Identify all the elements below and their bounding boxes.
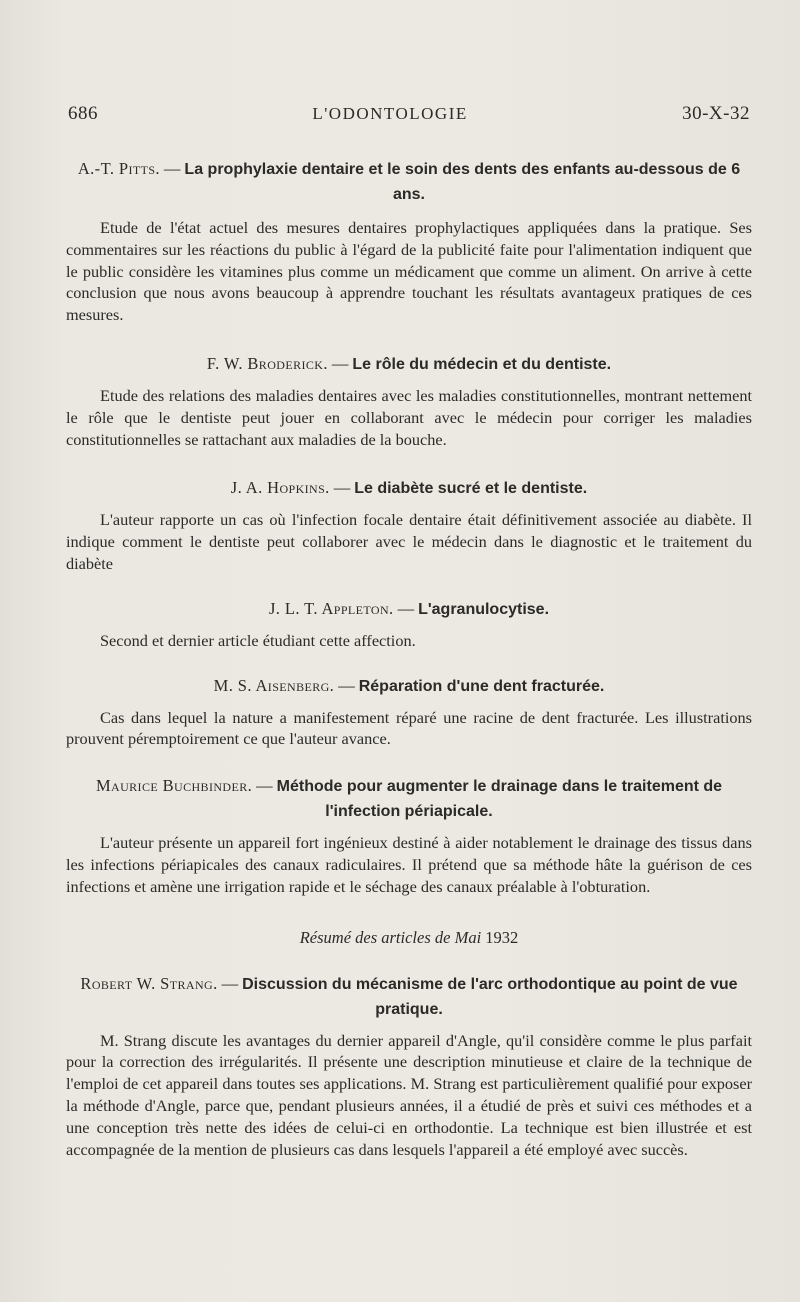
article-heading	[66, 597, 752, 622]
article-title: Le diabète sucré et le dentiste.	[354, 480, 588, 498]
article	[66, 157, 752, 326]
article	[66, 597, 752, 652]
article-title: Méthode pour augmenter le drainage dans le traitement de l'infection périapicale.	[276, 778, 723, 821]
article-abstract: L'auteur présente un appareil fort ingénieux destiné à aider notablement le drainage des tissus dans les infections périapicales des canaux radiculaires. Il prétend que sa méthode hâte la guérison de ces infections et amène une irrigation rapide et le séchage des canaux préalable à l'obturation.	[66, 833, 752, 896]
running-header	[68, 103, 750, 125]
article-heading	[66, 476, 752, 501]
dash: —	[256, 776, 273, 796]
article-title: L'agranulocytise.	[418, 600, 550, 618]
article-author: F. W. Broderick.	[206, 353, 328, 373]
article-author: A.-T. Pitts.	[77, 159, 160, 178]
article-author: M. S. Aisenberg.	[213, 675, 335, 695]
article-title: Discussion du mécanisme de l'arc orthodontique au point de vue pratique.	[242, 975, 738, 1018]
article-abstract: Second et dernier article étudiant cette affection.	[100, 630, 416, 650]
article-author: J. A. Hopkins.	[230, 478, 330, 498]
article-author: Robert W. Strang.	[80, 973, 218, 993]
article-heading	[66, 352, 752, 377]
page-number: 686	[68, 103, 98, 124]
article-heading	[66, 972, 752, 1022]
issue-date: 30-X-32	[682, 103, 750, 124]
article-author: J. L. T. Appleton.	[268, 598, 394, 618]
journal-title: L'ODONTOLOGIE	[312, 104, 468, 123]
dash: —	[333, 478, 351, 498]
article-heading	[66, 674, 752, 699]
article-heading	[66, 774, 752, 824]
section-year: 1932	[485, 927, 519, 947]
dash: —	[331, 353, 349, 373]
article-abstract: L'auteur rapporte un cas où l'infection focale dentaire était définitivement associée au diabète. Il indique comment le dentiste peut collaborer avec le médecin dans le diagnostic et le traitement du diabète	[66, 510, 752, 573]
article-abstract: Etude de l'état actuel des mesures dentaires prophylactiques appliquées dans la pratique. Ses commentaires sur les réactions du public à l'égard de la publicité faite pour l'alimentation indiquent que le public considère les vitamines plus comme un médicament que comme un aliment. On arrive à cette conclusion que nous avons beaucoup à apprendre touchant les résultats avantageux pratiques de ces mesures.	[66, 218, 752, 325]
article-heading	[66, 157, 752, 207]
article-title: Le rôle du médecin et du dentiste.	[352, 355, 612, 373]
section-label: Résumé des articles de Mai	[299, 927, 482, 947]
dash: —	[163, 159, 181, 178]
article	[66, 674, 752, 751]
article-title: Réparation d'une dent fracturée.	[358, 677, 605, 695]
article	[66, 352, 752, 450]
dash: —	[397, 598, 415, 618]
dash: —	[221, 973, 239, 993]
section-heading	[66, 928, 752, 948]
article	[66, 774, 752, 897]
article-author: Maurice Buchbinder.	[95, 776, 253, 796]
article-abstract: Cas dans lequel la nature a manifestement réparé une racine de dent fracturée. Les illustrations prouvent péremptoirement ce que l'auteur avance.	[66, 707, 752, 749]
dash: —	[338, 675, 355, 695]
article-title: La prophylaxie dentaire et le soin des dents des enfants au-dessous de 6 ans.	[184, 161, 741, 203]
page-content	[66, 157, 752, 1160]
article	[66, 476, 752, 574]
article	[66, 972, 752, 1161]
article-abstract: M. Strang discute les avantages du dernier appareil d'Angle, qu'il considère comme le plus parfait pour la correction des irrégularités. Il présente une description minutieuse et claire de la technique de l'emploi de cet appareil dans toutes ses applications. M. Strang est particulièrement qualifié pour exposer la méthode d'Angle, parce que, pendant plusieurs années, il a étudié de près et suivi ces méthodes et a une conception très nette des idées de celui-ci en orthodontie. La technique est bien illustrée et est accompagnée de la mention de plusieurs cas dans lesquels l'appareil a été employé avec succès.	[66, 1030, 752, 1159]
article-abstract: Etude des relations des maladies dentaires avec les maladies constitutionnelles, montrant nettement le rôle que le dentiste peut jouer en collaborant avec le médecin pour corriger les maladies constitutionnelles se rattachant aux maladies de la bouche.	[66, 385, 752, 449]
